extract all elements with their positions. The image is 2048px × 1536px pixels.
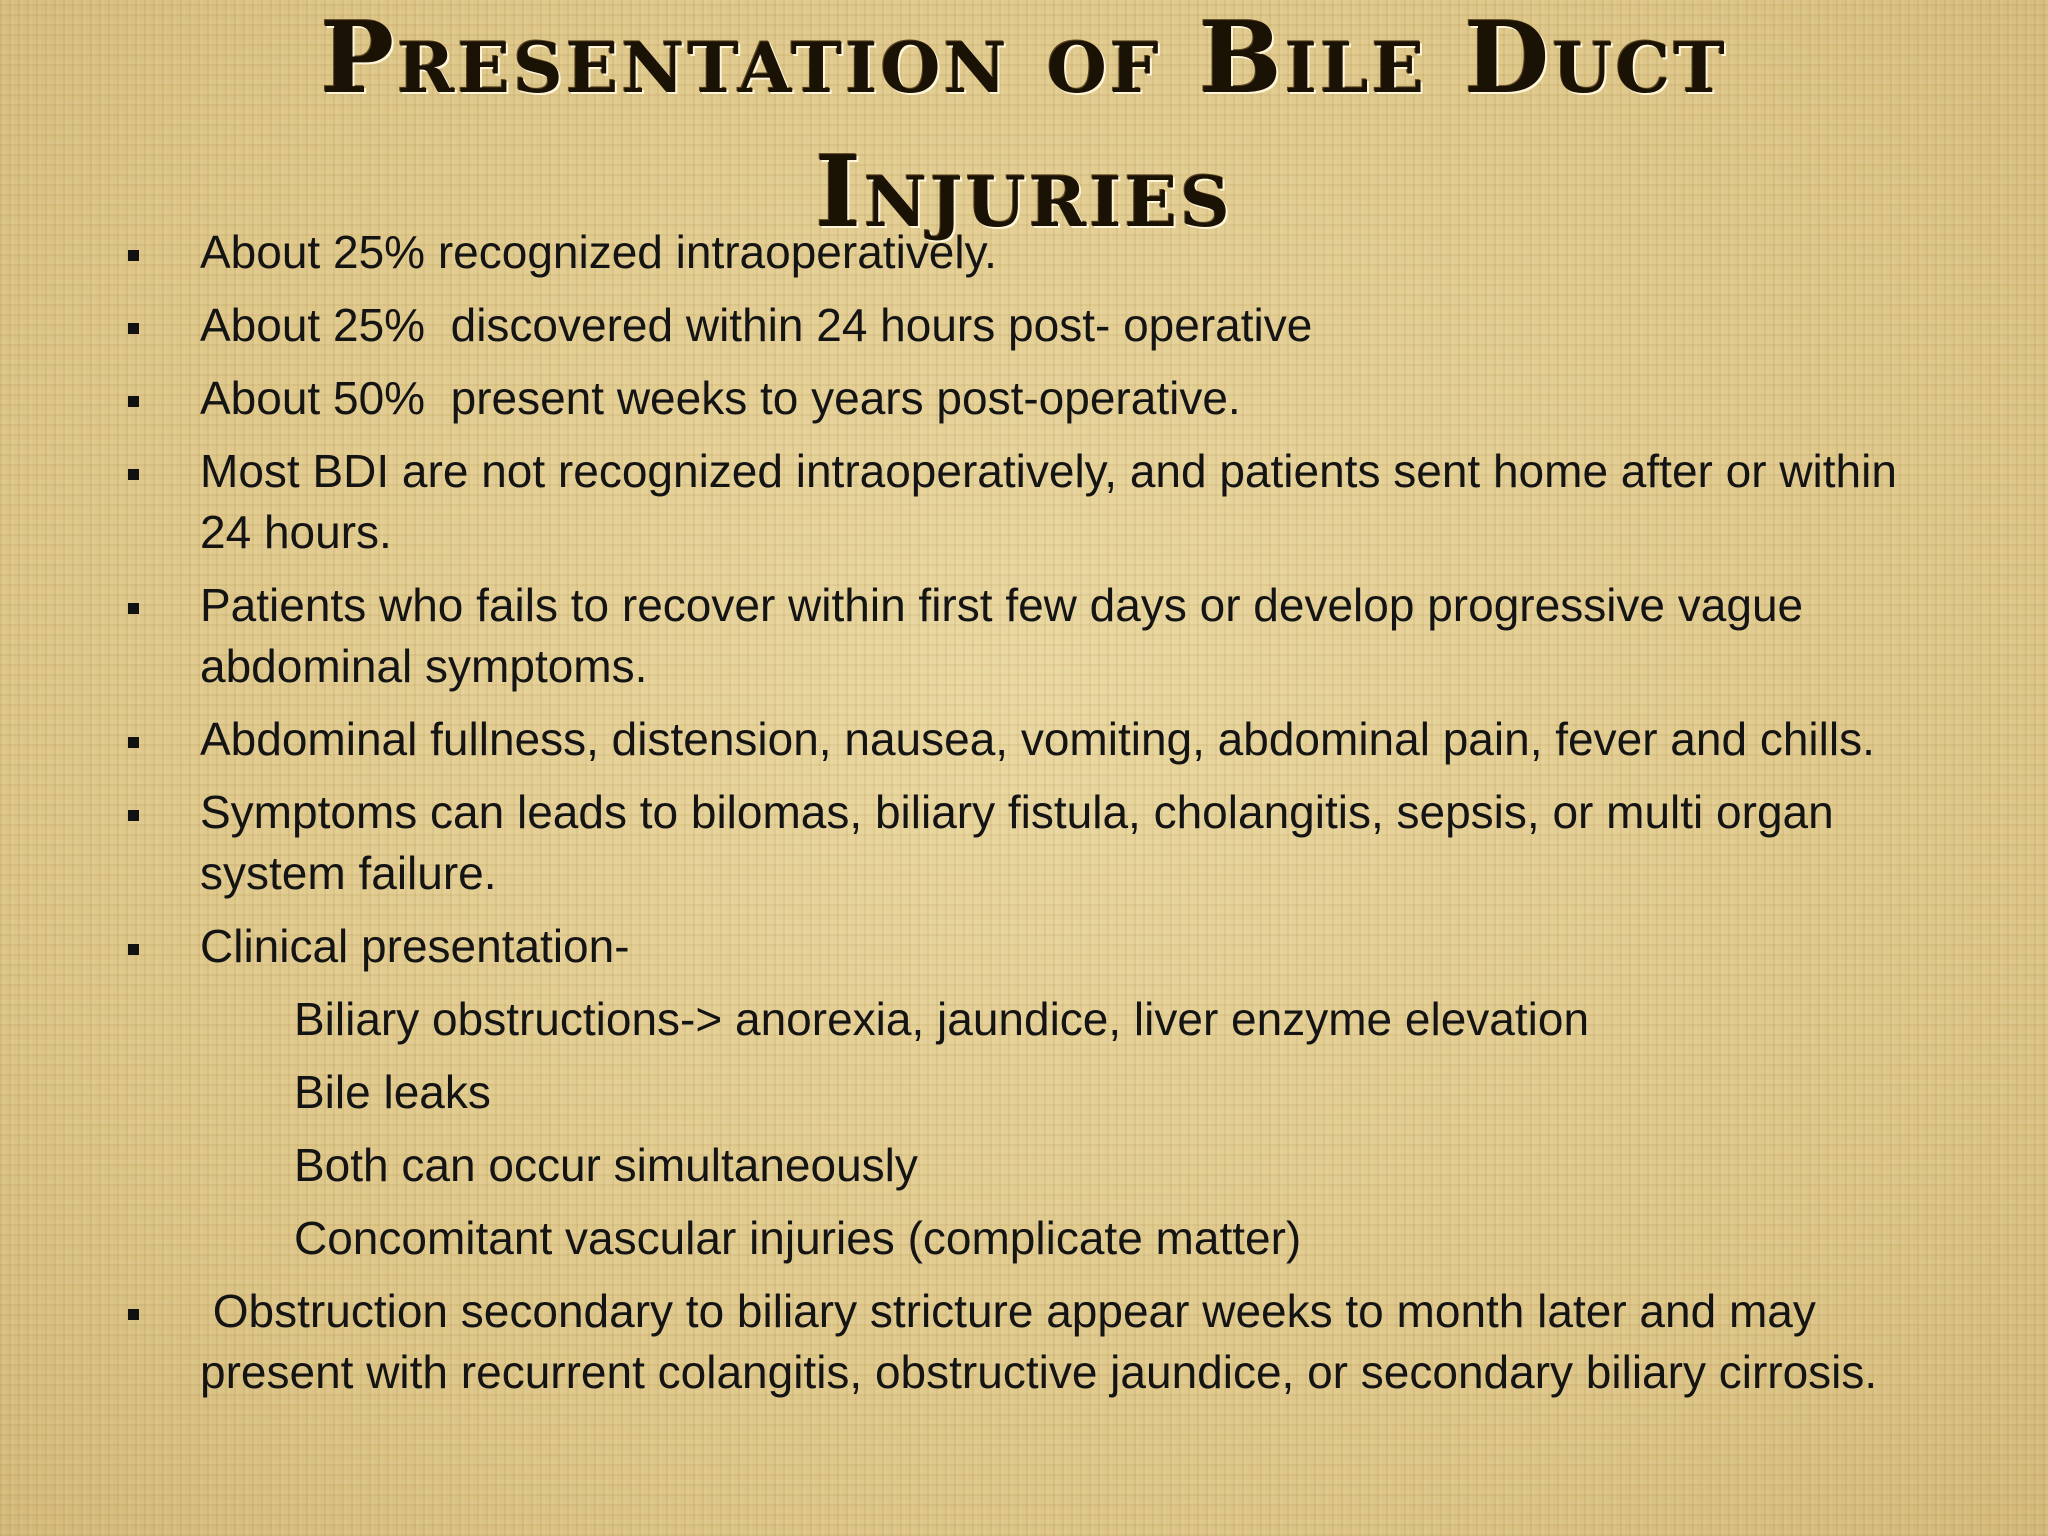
bullet-text: About 25% recognized intraoperatively. bbox=[200, 226, 997, 278]
bullet-text: Clinical presentation- bbox=[200, 920, 630, 972]
sub-item: Both can occur simultaneously bbox=[294, 1139, 918, 1191]
bullet-list bbox=[124, 222, 1934, 1415]
bullet-item bbox=[124, 575, 1934, 697]
square-bullet-icon bbox=[128, 396, 139, 407]
bullet-item bbox=[124, 709, 1934, 770]
bullet-item bbox=[124, 916, 1934, 977]
bullet-item bbox=[124, 295, 1934, 356]
bullet-item bbox=[124, 222, 1934, 283]
square-bullet-icon bbox=[128, 810, 139, 821]
bullet-item bbox=[124, 368, 1934, 429]
square-bullet-icon bbox=[128, 250, 139, 261]
bullet-text: Symptoms can leads to bilomas, biliary fistula, cholangitis, sepsis, or multi organ system failure. bbox=[200, 786, 1834, 899]
bullet-text: Abdominal fullness, distension, nausea, vomiting, abdominal pain, fever and chills. bbox=[200, 713, 1875, 765]
bullet-text: Most BDI are not recognized intraoperatively, and patients sent home after or within 24 hours. bbox=[200, 445, 1897, 558]
bullet-text: Patients who fails to recover within first few days or develop progressive vague abdominal symptoms. bbox=[200, 579, 1804, 692]
square-bullet-icon bbox=[128, 944, 139, 955]
square-bullet-icon bbox=[128, 737, 139, 748]
bullet-text: About 25% discovered within 24 hours post- operative bbox=[200, 299, 1313, 351]
bullet-text: Obstruction secondary to biliary stricture appear weeks to month later and may present with recurrent colangitis, obstructive jaundice, or secondary biliary cirrosis. bbox=[200, 1285, 1878, 1398]
slide-title: Presentation of Bile Duct Injuries bbox=[320, 1, 1728, 250]
bullet-item bbox=[124, 1281, 1934, 1403]
square-bullet-icon bbox=[128, 1309, 139, 1320]
bullet-text: About 50% present weeks to years post-operative. bbox=[200, 372, 1241, 424]
sub-item: Concomitant vascular injuries (complicate matter) bbox=[294, 1212, 1302, 1264]
bullet-item bbox=[124, 441, 1934, 563]
bullet-item bbox=[124, 782, 1934, 904]
square-bullet-icon bbox=[128, 603, 139, 614]
sub-item: Bile leaks bbox=[294, 1066, 491, 1118]
sub-item: Biliary obstructions-> anorexia, jaundice, liver enzyme elevation bbox=[294, 993, 1590, 1045]
square-bullet-icon bbox=[128, 469, 139, 480]
square-bullet-icon bbox=[128, 323, 139, 334]
